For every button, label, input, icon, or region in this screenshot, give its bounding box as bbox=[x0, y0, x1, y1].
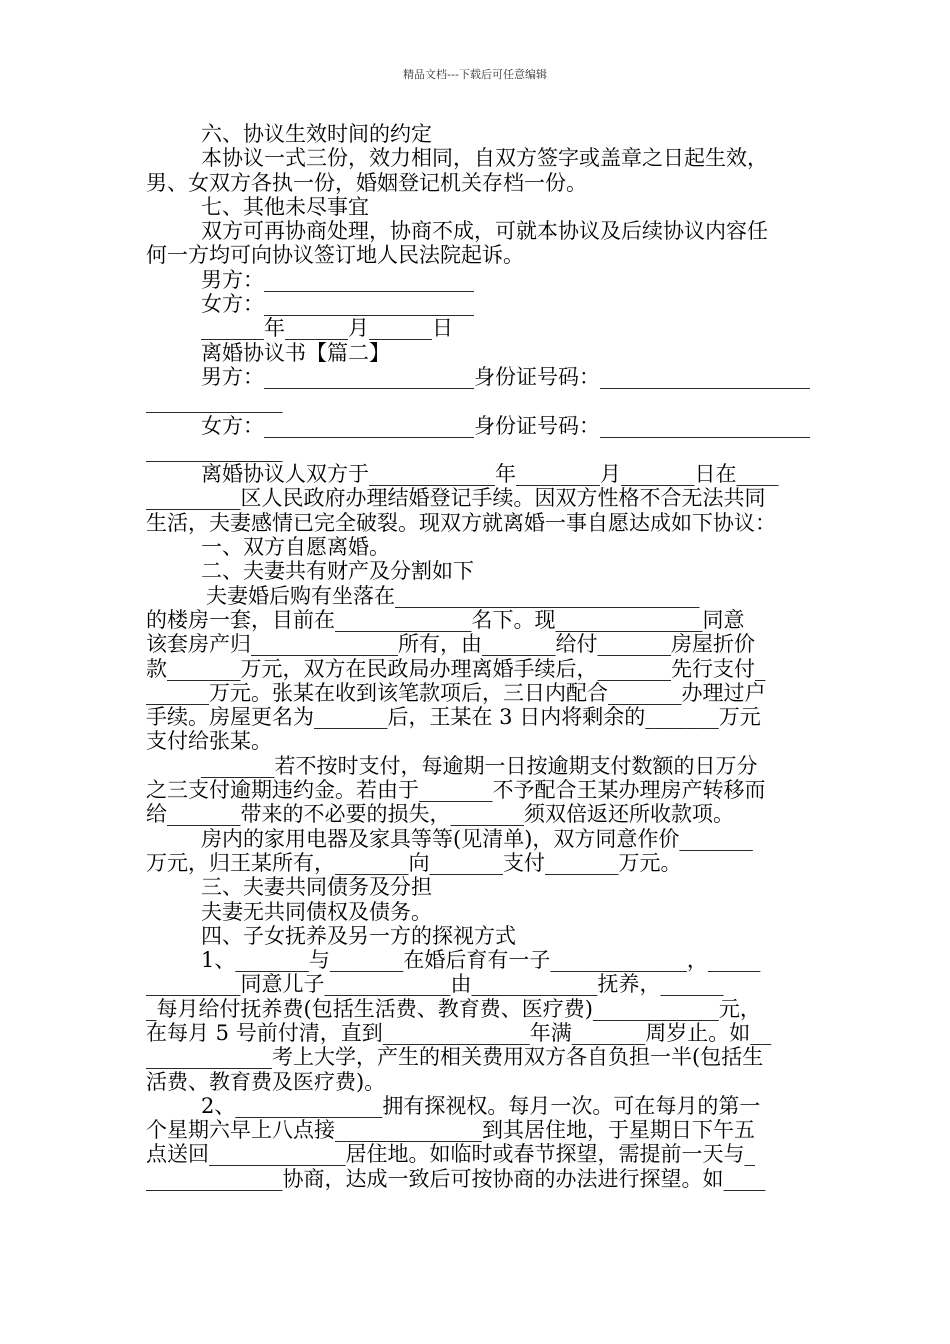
paragraph-line: 点送回_____________居住地。如临时或春节探望，需提前一天与_ bbox=[146, 1142, 755, 1167]
male-id-line: 男方：____________________身份证号码：____________________ bbox=[201, 364, 810, 389]
paragraph-line: 本协议一式三份，效力相同，自双方签字或盖章之日起生效， bbox=[201, 146, 768, 171]
paragraph-line: ______万元。张某在收到该笔款项后，三日内配合_______办理过户 bbox=[146, 680, 766, 705]
document-title-part2: 离婚协议书【篇二】 bbox=[201, 340, 390, 365]
paragraph-line: 夫妻婚后购有坐落在_____________________________ bbox=[206, 583, 700, 608]
date-line: ______年______月______日 bbox=[201, 316, 453, 341]
paragraph-line: 款_______万元，双方在民政局办理离婚手续后，_______先行支付_ bbox=[146, 656, 766, 681]
paragraph-line: 生活，夫妻感情已完全破裂。现双方就离婚一事自愿达成如下协议： bbox=[146, 510, 776, 535]
paragraph-line: _每月给付抚养费(包括生活费、教育费、医疗费)____________元， bbox=[146, 996, 761, 1021]
document-body bbox=[146, 122, 810, 1191]
paragraph-line: 该套房产归______________所有，由_______给付_______房屋折价 bbox=[146, 632, 755, 657]
paragraph-line: 支付给张某。 bbox=[146, 729, 272, 754]
paragraph-line: _____________协商，达成一致后可按协商的办法进行探望。如____ bbox=[146, 1166, 766, 1191]
paragraph-line: 何一方均可向协议签订地人民法院起诉。 bbox=[146, 243, 524, 268]
paragraph-line: 夫妻无共同债权及债务。 bbox=[201, 899, 432, 924]
blank-continuation: _____________ bbox=[146, 437, 283, 462]
clause-heading-4: 四、子女抚养及另一方的探视方式 bbox=[201, 923, 516, 948]
clause-heading-3: 三、夫妻共同债务及分担 bbox=[201, 875, 432, 900]
signature-male: 男方：____________________ bbox=[201, 267, 474, 292]
section-heading-6: 六、协议生效时间的约定 bbox=[201, 122, 432, 146]
paragraph-line: ____________考上大学，产生的相关费用双方各自负担一半(包括生 bbox=[146, 1045, 764, 1070]
paragraph-line: 万元，归王某所有，_______向_______支付_______万元。 bbox=[146, 850, 682, 875]
paragraph-line: 房内的家用电器及家具等等(见清单)，双方同意作价_______ bbox=[201, 826, 753, 851]
paragraph-line: 的楼房一套，目前在_____________名下。现______________同意 bbox=[146, 607, 745, 632]
clause-heading-1: 一、双方自愿离婚。 bbox=[201, 535, 390, 560]
paragraph-line: 之三支付逾期违约金。若由于_______不予配合王某办理房产转移而 bbox=[146, 778, 766, 803]
paragraph-line: 手续。房屋更名为_______后，王某在 3 日内将剩余的_______万元 bbox=[146, 705, 761, 730]
section-heading-7: 七、其他未尽事宜 bbox=[201, 194, 369, 219]
blank-continuation: _____________ bbox=[146, 389, 283, 414]
paragraph-line: 1、_______与_______在婚后育有一子_____________，_____ bbox=[201, 948, 761, 973]
signature-female: 女方：____________________ bbox=[201, 292, 474, 317]
paragraph-line: 离婚协议人双方于____________年________月_______日在____ bbox=[201, 462, 779, 487]
paragraph-line: 男、女双方各执一份，婚姻登记机关存档一份。 bbox=[146, 170, 587, 195]
paragraph-line: 给_______带来的不必要的损失，_______须双倍返还所收款项。 bbox=[146, 802, 734, 827]
paragraph-line: _______若不按时支付，每逾期一日按逾期支付数额的日万分 bbox=[201, 753, 758, 778]
paragraph-line: 活费、教育费及医疗费)。 bbox=[146, 1069, 386, 1094]
clause-heading-2: 二、夫妻共有财产及分割如下 bbox=[201, 559, 474, 584]
paragraph-line: 双方可再协商处理，协商不成，可就本协议及后续协议内容任 bbox=[201, 219, 768, 244]
paragraph-line: 在每月 5 号前付清，直到______________年满_______周岁止。如__ bbox=[146, 1020, 772, 1045]
page-header: 精品文档---下载后可任意编辑 bbox=[403, 68, 547, 81]
paragraph-line: _________同意儿子____________由____________抚养，______ bbox=[146, 972, 724, 997]
paragraph-line: 2、______________拥有探视权。每月一次。可在每月的第一 bbox=[201, 1093, 761, 1118]
paragraph-line: 个星期六早上八点接______________到其居住地，于星期日下午五 bbox=[146, 1118, 755, 1143]
female-id-line: 女方：____________________身份证号码：____________________ bbox=[201, 413, 810, 438]
paragraph-line: _________区人民政府办理结婚登记手续。因双方性格不合无法共同 bbox=[146, 486, 766, 511]
